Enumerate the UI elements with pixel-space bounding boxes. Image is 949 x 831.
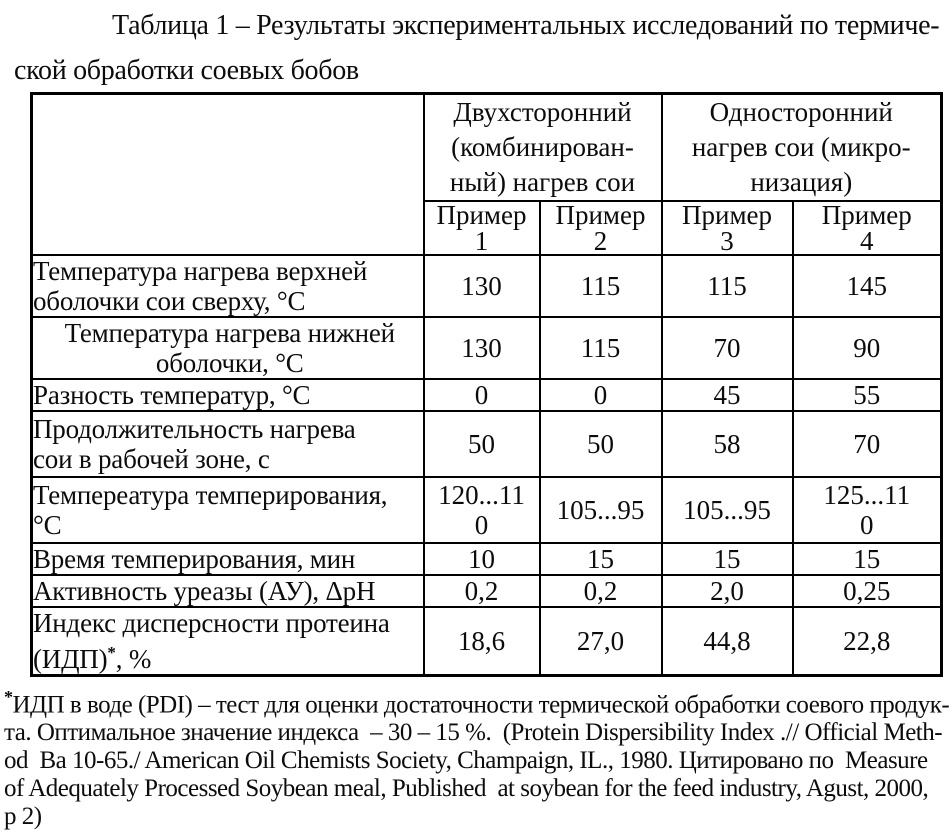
footnote-line-5: p 2) xyxy=(4,803,944,831)
table-row-tempering-time xyxy=(32,543,942,575)
value-cell: 70 xyxy=(662,317,793,379)
value-cell xyxy=(793,477,942,543)
value-cell: 50 xyxy=(424,411,540,477)
param-cell xyxy=(32,255,424,317)
param-cell xyxy=(32,607,424,676)
value-cell: 15 xyxy=(662,543,793,575)
footnote-line-3: od Ba 10-65./ American Oil Chemists Society, Champaign, IL., 1980. Цитировано по Measure xyxy=(4,747,944,775)
value-cell: 44,8 xyxy=(662,607,793,676)
value-cell: 130 xyxy=(424,317,540,379)
value-cell: 115 xyxy=(662,255,793,317)
param-cell xyxy=(32,411,424,477)
subheader-number: 1 xyxy=(425,228,539,254)
param-line: оболочки сои сверху, °С xyxy=(33,286,423,316)
value-cell: 105...95 xyxy=(540,477,662,543)
table-row-tempering-temp xyxy=(32,477,942,543)
param-line: Темпереатура темперирования, xyxy=(33,480,423,510)
col-header-example-2 xyxy=(540,201,662,255)
param-cell xyxy=(32,543,424,575)
value-cell: 50 xyxy=(540,411,662,477)
col-header-example-1 xyxy=(424,201,540,255)
param-line: Продолжительность нагрева xyxy=(33,414,423,444)
subheader-number: 3 xyxy=(663,228,792,254)
table-caption xyxy=(0,10,944,87)
value-cell: 27,0 xyxy=(540,607,662,676)
value-cell: 115 xyxy=(540,317,662,379)
value-cell: 0,2 xyxy=(424,575,540,607)
param-line: Температура нагрева нижней xyxy=(37,318,423,348)
value-cell: 55 xyxy=(793,379,942,411)
value-cell: 0,25 xyxy=(793,575,942,607)
param-line: сои в рабочей зоне, с xyxy=(33,444,423,474)
results-table xyxy=(30,92,943,677)
param-cell xyxy=(32,379,424,411)
param-cell xyxy=(32,317,424,379)
range-value: 120...110 xyxy=(435,480,529,540)
group-header-line: (комбинирован- xyxy=(425,130,661,165)
subheader-label: Пример xyxy=(794,202,941,228)
value-cell: 10 xyxy=(424,543,540,575)
value-cell xyxy=(424,477,540,543)
header-group-row xyxy=(32,94,942,202)
value-cell: 2,0 xyxy=(662,575,793,607)
param-line: Индекс дисперсности протеина xyxy=(33,608,423,638)
value-cell: 145 xyxy=(793,255,942,317)
footnote-text: ИДП в воде (PDI) – тест для оценки достаточности термической обработки соевого продук- xyxy=(13,691,949,718)
group-header-line: низация) xyxy=(663,165,941,200)
table-caption-line-1: Таблица 1 – Результаты экспериментальных исследований по термиче- xyxy=(112,10,938,42)
param-line: Температура нагрева верхней xyxy=(33,256,423,286)
footnote-line-2: та. Оптимальное значение индекса – 30 – 15 %. (Protein Dispersibility Index .// Official Meth- xyxy=(4,719,944,747)
subheader-label: Пример xyxy=(663,202,792,228)
value-cell: 45 xyxy=(662,379,793,411)
table-row-temp-difference xyxy=(32,379,942,411)
value-cell: 115 xyxy=(540,255,662,317)
param-line: оболочки, °С xyxy=(37,348,423,378)
group-header-line: ный) нагрев сои xyxy=(425,165,661,200)
column-group-one-sided-heating xyxy=(662,94,942,202)
table-caption-line-2: ской обработки соевых бобов xyxy=(14,55,938,87)
subheader-number: 4 xyxy=(794,228,941,254)
table-row-urease-activity xyxy=(32,575,942,607)
param-line xyxy=(33,638,423,674)
footnote-line-4: of Adequately Processed Soybean meal, Published at soybean for the feed industry, Agust, 2000, xyxy=(4,775,944,803)
range-value: 125...110 xyxy=(820,480,914,540)
param-line: Разность температур, °С xyxy=(33,380,423,410)
subheader-label: Пример xyxy=(541,202,661,228)
value-cell: 70 xyxy=(793,411,942,477)
group-header-line: Двухсторонний xyxy=(425,95,661,130)
param-line: Активность уреазы (АУ), ΔрН xyxy=(33,576,423,606)
table-row-protein-dispersibility xyxy=(32,607,942,676)
value-cell: 0 xyxy=(424,379,540,411)
column-group-two-sided-heating xyxy=(424,94,662,202)
value-cell: 18,6 xyxy=(424,607,540,676)
value-cell: 90 xyxy=(793,317,942,379)
table-row-upper-shell-temp xyxy=(32,255,942,317)
table-row-lower-shell-temp xyxy=(32,317,942,379)
param-line: °С xyxy=(33,510,423,540)
value-cell: 15 xyxy=(540,543,662,575)
value-cell: 22,8 xyxy=(793,607,942,676)
value-cell: 130 xyxy=(424,255,540,317)
group-header-line: Односторонний xyxy=(663,95,941,130)
col-header-example-4 xyxy=(793,201,942,255)
param-line: Время темперирования, мин xyxy=(33,544,423,574)
param-text: (ИДП) xyxy=(33,644,107,674)
col-header-example-3 xyxy=(662,201,793,255)
table-row-heating-duration xyxy=(32,411,942,477)
value-cell: 15 xyxy=(793,543,942,575)
param-cell xyxy=(32,575,424,607)
subheader-number: 2 xyxy=(541,228,661,254)
param-header-empty-cell xyxy=(32,94,424,256)
asterisk-superscript: * xyxy=(107,643,115,662)
footnote-line-1 xyxy=(4,683,944,719)
footnote xyxy=(4,683,944,831)
param-cell xyxy=(32,477,424,543)
param-text: , % xyxy=(116,644,151,674)
value-cell: 105...95 xyxy=(662,477,793,543)
value-cell: 0,2 xyxy=(540,575,662,607)
subheader-label: Пример xyxy=(425,202,539,228)
value-cell: 58 xyxy=(662,411,793,477)
group-header-line: нагрев сои (микро- xyxy=(663,130,941,165)
footnote-asterisk: * xyxy=(4,687,13,707)
value-cell: 0 xyxy=(540,379,662,411)
